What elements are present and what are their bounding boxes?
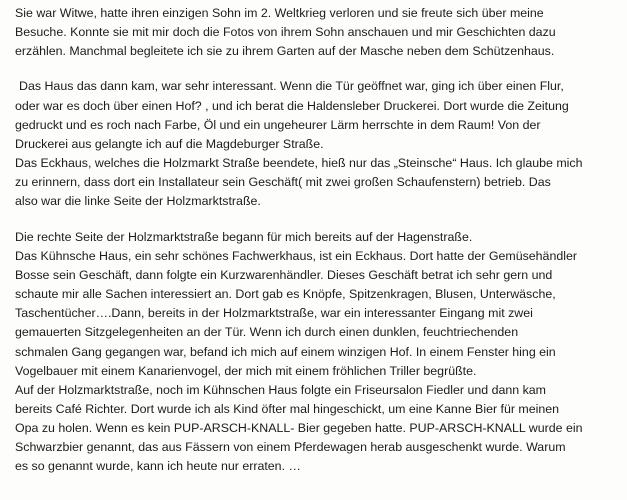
text-line: Das Kühnsche Haus, ein sehr schönes Fachwerkhaus, ist ein Eckhaus. Dort hatte der Gemüsehändler (15, 248, 578, 263)
text-line: Das Eckhaus, welches die Holzmarkt Straße beendete, hieß nur das „Steinsche“ Haus. Ich glaube mich (15, 156, 583, 171)
text-line: oder war es doch über einen Hof? , und ich berat die Haldensleber Druckerei. Dort wurde die Zeitung (15, 98, 569, 113)
text-line: Die rechte Seite der Holzmarktstraße begann für mich bereits auf der Hagenstraße. (15, 229, 473, 244)
text-line: es so genannt wurde, kann ich heute nur erraten. … (15, 459, 301, 474)
text-line: Druckerei aus gelangte ich auf die Magdeburger Straße. (15, 136, 324, 151)
text-line: Schwarzbier genannt, das aus Fässern von einem Pferdewagen herab ausgeschenkt wurde. Warum (15, 440, 566, 455)
text-line: zu erinnern, dass dort ein Installateur sein Geschäft( mit zwei großen Schaufenstern) betrieb. Das (15, 175, 551, 190)
text-line: Vogelbauer mit einem Kanarienvogel, der mich mit einem fröhlichen Triller begrüßte. (15, 363, 477, 378)
text-line: Auf der Holzmarktstraße, noch im Kühnschen Haus folgte ein Friseursalon Fiedler und dann kam (15, 382, 546, 397)
paragraph-1 (15, 4, 619, 61)
text-line: bereits Café Richter. Dort wurde ich als Kind öfter mal hingeschickt, um eine Kanne Bier für meinen (15, 401, 560, 416)
text-line: Bosse sein Geschäft, dann folgte ein Kurzwarenhändler. Dieses Geschäft betrat ich sehr gern und (15, 267, 553, 282)
text-line: Das Haus das dann kam, war sehr interessant. Wenn die Tür geöffnet war, ging ich über einen Flur, (19, 79, 564, 94)
text-line: gemauerten Sitzgelegenheiten an der Tür. Wenn ich durch einen dunklen, feuchtriechenden (15, 325, 519, 340)
text-line: schmalen Gang gegangen war, befand ich mich auf einem winzigen Hof. In einem Fenster hing ein (15, 344, 556, 359)
text-line: Taschentücher….Dann, bereits in der Holzmarktstraße, war ein interessanter Eingang mit zwei (15, 306, 533, 321)
text-line: erzählen. Manchmal begleitete ich sie zu ihrem Garten auf der Masche neben dem Schützenhaus. (15, 44, 555, 59)
text-line: also war die linke Seite der Holzmarktstraße. (15, 194, 261, 209)
text-line: Opa zu holen. Wenn es kein PUP-ARSCH-KNALL- Bier gegeben hatte. PUP-ARSCH-KNALL wurde ein (15, 421, 583, 436)
text-line: Besuche. Konnte sie mit mir doch die Fotos von ihrem Sohn anschauen und mir Geschichten dazu (15, 25, 556, 40)
text-line: gedruckt und es roch nach Farbe, Öl und ein ungeheurer Lärm herrschte in dem Raum! Von der (15, 117, 541, 132)
text-line: Sie war Witwe, hatte ihren einzigen Sohn im 2. Weltkrieg verloren und sie freute sich über meine (15, 6, 544, 20)
text-line: schaute mir alle Sachen interessiert an. Dort gab es Knöpfe, Spitzenkragen, Blusen, Unterwäsche, (15, 287, 556, 302)
paragraph-3 (15, 228, 619, 477)
paragraph-2 (15, 77, 619, 211)
